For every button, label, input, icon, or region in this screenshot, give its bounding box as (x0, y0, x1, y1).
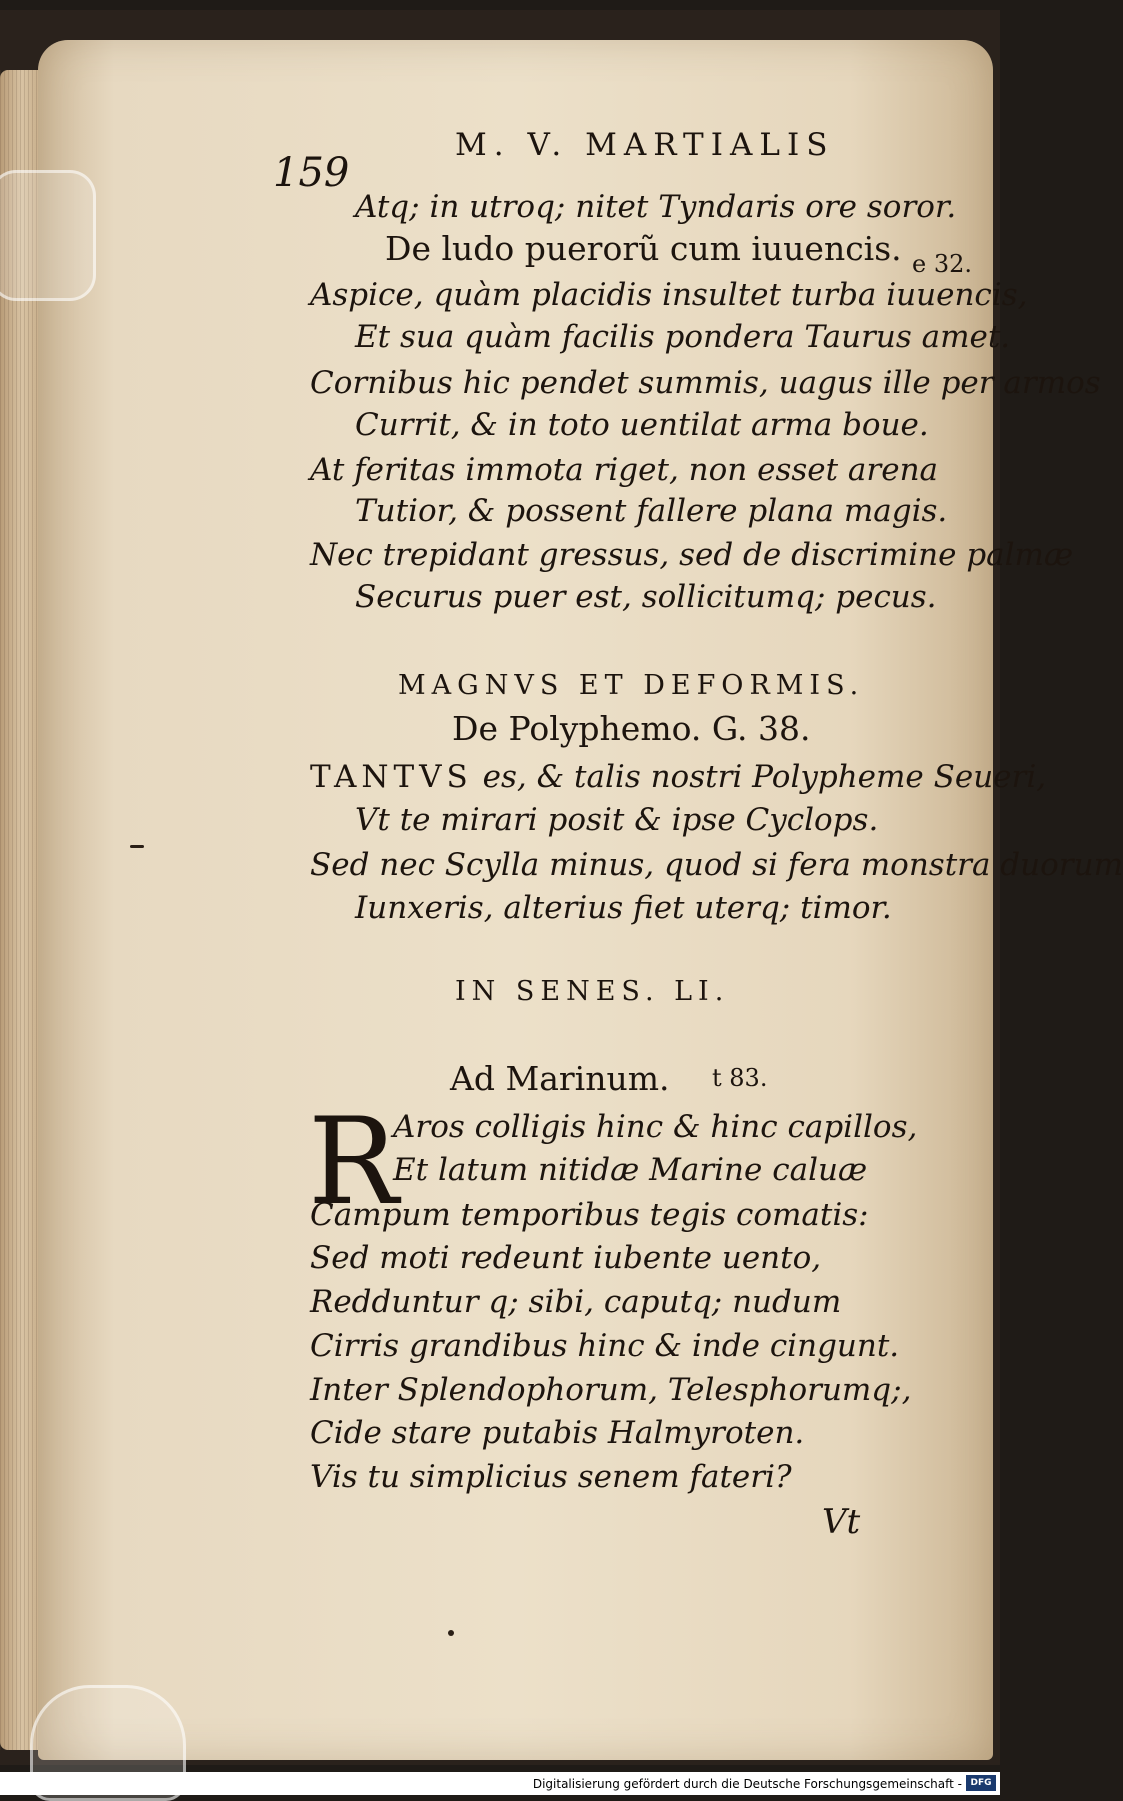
section-heading: MAGNVS ET DEFORMIS. (398, 670, 865, 701)
poem-line: Securus puer est, sollicitumq; pecus. (355, 579, 937, 615)
footer-text: Digitalisierung gefördert durch die Deutsche Forschungsgemeinschaft - (532, 1777, 962, 1791)
drop-capital: R (308, 1093, 399, 1232)
poem-line: Campum temporibus tegis comatis: (310, 1197, 869, 1233)
catchword: Vt (822, 1502, 861, 1542)
section-heading: IN SENES. LI. (455, 976, 730, 1007)
poem-line: Sed moti redeunt iubente uento, (310, 1240, 822, 1276)
poem-line: Atq; in utroq; nitet Tyndaris ore soror. (355, 189, 957, 225)
poem-lead-caps: TANTVS (310, 759, 473, 795)
section-title: De Polyphemo. G. 38. (452, 709, 811, 748)
poem-line: Aspice, quàm placidis insultet turba iuuencis, (310, 277, 1028, 313)
section-title: Ad Marinum. (450, 1059, 670, 1098)
poem-line: Redduntur q; sibi, caputq; nudum (310, 1284, 842, 1320)
marginal-note: t 83. (712, 1064, 768, 1092)
poem-line: Cide stare putabis Halmyroten. (310, 1415, 805, 1451)
digitization-footer (0, 1772, 1000, 1795)
poem-line: Iunxeris, alterius fiet uterq; timor. (355, 890, 892, 926)
poem-line: Nec trepidant gressus, sed de discrimine palmæ (310, 537, 1074, 573)
poem-line: Aros colligis hinc & hinc capillos, (393, 1109, 918, 1145)
poem-line (310, 759, 1047, 795)
poem-line: Vt te mirari posit & ipse Cyclops. (355, 802, 879, 838)
marginal-note: e 32. (912, 250, 972, 278)
poem-line: Vis tu simplicius senem fateri? (310, 1459, 792, 1495)
ink-speck (448, 1630, 454, 1636)
running-head: M. V. MARTIALIS (455, 127, 835, 163)
poem-line: At feritas immota riget, non esset arena (310, 452, 939, 488)
poem-line: Tutior, & possent fallere plana magis. (355, 493, 948, 529)
poem-line: Et latum nitidæ Marine caluæ (393, 1152, 868, 1188)
dfg-logo: DFG (966, 1775, 996, 1791)
poem-line-rest: es, & talis nostri Polypheme Seueri, (472, 759, 1047, 795)
poem-line: Cirris grandibus hinc & inde cingunt. (310, 1328, 900, 1364)
poem-line: Cornibus hic pendet summis, uagus ille per armos (310, 365, 1101, 401)
section-title: De ludo puerorũ cum iuuencis. (385, 229, 902, 268)
page-number: 159 (273, 150, 350, 196)
ink-speck (130, 845, 144, 848)
poem-line: Currit, & in toto uentilat arma boue. (355, 407, 929, 443)
poem-line: Inter Splendophorum, Telesphorumq;, (310, 1372, 912, 1408)
poem-line: Et sua quàm facilis pondera Taurus amet. (355, 319, 1011, 355)
poem-line: Sed nec Scylla minus, quod si fera monstra duorum (310, 847, 1123, 883)
page-clip-top (0, 170, 96, 301)
